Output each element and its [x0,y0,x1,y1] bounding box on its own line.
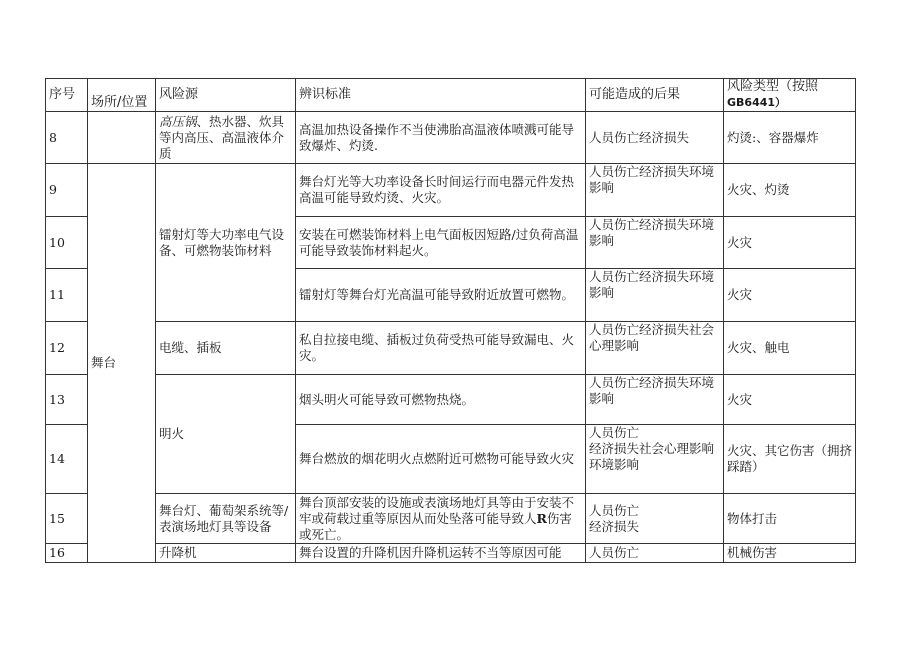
row-standard [296,494,586,544]
row-consequence: 人员伤亡经济损失环境影响 [586,217,724,269]
table-row [46,112,856,164]
row-consequence [586,425,724,494]
row-consequence-line: 环境影响 [589,457,640,472]
row-standard-part: 舞台顶部安装的设施或表演场地灯具等由于安装不牢或荷载过重等原因从而处坠落可能导致人 [299,494,575,526]
row-consequence-line: 人员伤亡 [589,502,640,518]
row-type: 火灾 [724,375,856,425]
row-type: 火灾、灼烫 [724,164,856,217]
row-consequence-line: 经济损失 [589,518,640,534]
header-place: 场所/位置 [88,79,156,112]
row-consequence: 人员伤亡经济损失环境影响 [586,164,724,217]
row-consequence-line: 人员伤亡 [589,425,640,440]
row-number: 10 [46,217,88,269]
row-source-lamp: 镭射灯等大功率电气设备、可燃物装饰材料 [156,164,296,322]
row-consequence: 人员伤亡经济损失 [586,112,724,164]
row-type: 机械伤害 [724,544,856,563]
header-type [724,79,856,112]
row-consequence-line: 经济损失社会心理影响 [589,441,715,456]
header-standard: 辨识标准 [296,79,586,112]
header-row [46,79,856,112]
header-seq: 序号 [46,79,88,112]
row-number: 15 [46,494,88,544]
row-standard: 私自拉接电缆、插板过负荷受热可能导致漏电、火灾。 [296,322,586,375]
row-standard: 安装在可燃装饰材料上电气面板因短路/过负荷高温可能导致装饰材料起火。 [296,217,586,269]
header-type-line1: 风险类型（按照 [727,79,819,94]
table-row [46,494,856,544]
risk-identification-table [45,78,856,563]
row-type: 火灾 [724,217,856,269]
row-type: 火灾、其它伤害（拥挤踩踏） [724,425,856,494]
table-row [46,322,856,375]
row-consequence [586,494,724,544]
row-source-italic: 高压锅 [159,113,197,129]
row-consequence: 人员伤亡经济损失环境影响 [586,269,724,322]
row-consequence: 人员伤亡经济损失社会心理影响 [586,322,724,375]
row-number: 8 [46,112,88,164]
row-standard: 镭射灯等舞台灯光高温可能导致附近放置可燃物。 [296,269,586,322]
row-standard: 舞台灯光等大功率设备长时间运行而电器元件发热高温可能导致灼烫、火灾。 [296,164,586,217]
table-row [46,164,856,217]
row-standard-part: 伤害或死亡。 [299,510,572,542]
row-number: 12 [46,322,88,375]
header-type-line2: GB6441） [727,96,787,109]
row-source-rest: 、热水器、炊具等内高压、高温液体介质 [159,113,285,161]
table-row [46,544,856,563]
row-standard: 舞台燃放的烟花明火点燃附近可燃物可能导致火灾 [296,425,586,494]
header-consequence: 可能造成的后果 [586,79,724,112]
row-place [88,112,156,164]
row-number: 14 [46,425,88,494]
table-row [46,375,856,425]
row-consequence: 人员伤亡经济损失环境影响 [586,375,724,425]
place-stage: 舞台 [88,164,156,563]
row-number: 16 [46,544,88,563]
row-standard: 舞台设置的升降机因升降机运转不当等原因可能 [296,544,586,563]
header-source: 风险源 [156,79,296,112]
row-source: 升降机 [156,544,296,563]
row-source: 舞台灯、葡萄架系统等/表演场地灯具等设备 [156,494,296,544]
row-type: 灼烫:、容器爆炸 [724,112,856,164]
row-standard: 高温加热设备操作不当使沸胎高温液体喷溅可能导致爆炸、灼烫. [296,112,586,164]
row-type: 火灾、触电 [724,322,856,375]
row-number: 9 [46,164,88,217]
row-standard: 烟头明火可能导致可燃物热烧。 [296,375,586,425]
row-source: 电缆、插板 [156,322,296,375]
row-number: 13 [46,375,88,425]
row-type: 物体打击 [724,494,856,544]
row-source-fire: 明火 [156,375,296,494]
row-number: 11 [46,269,88,322]
row-type: 火灾 [724,269,856,322]
row-consequence: 人员伤亡 [586,544,724,563]
row-source [156,112,296,164]
row-standard-part: R [536,510,547,526]
